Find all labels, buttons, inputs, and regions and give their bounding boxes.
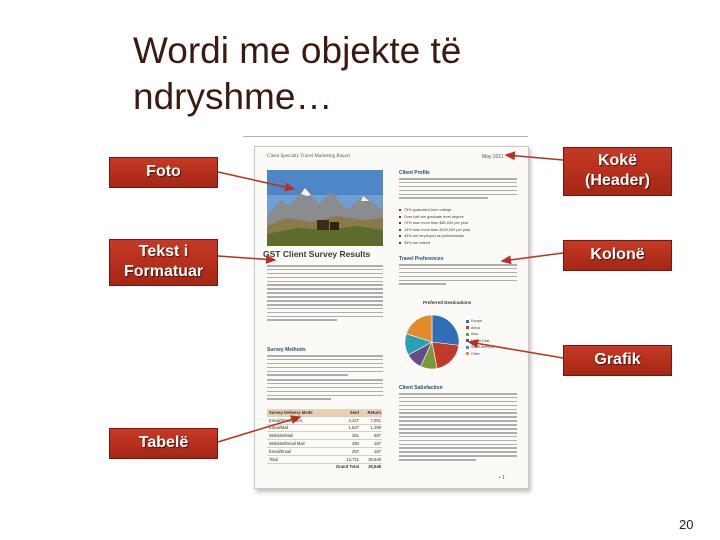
table-cell: 30,648 [368, 456, 381, 462]
legend-label: Europe [471, 319, 483, 323]
table-cell: 1,299 [370, 425, 381, 431]
legend-label: Middle East [471, 338, 490, 343]
travel-preferences-heading: Travel Preferences [399, 256, 444, 262]
table-cell: Email/Attachment [269, 417, 302, 423]
survey-methods-heading: Survey Methods [267, 347, 306, 353]
table-cell: 250 [352, 441, 359, 447]
document-page-number: • 1 [499, 475, 505, 481]
client-satisfaction-heading: Client Satisfaction [399, 385, 443, 391]
list-item: Over half are graduate level degree [399, 215, 470, 219]
table-cell: 7,001 [370, 417, 381, 423]
table-cell: 687 [374, 433, 381, 439]
table-cell: 187 [374, 448, 381, 454]
tekst-arrow [218, 256, 275, 260]
tabele-arrow [218, 417, 300, 442]
list-item: 75% graduated from college [399, 208, 470, 212]
legend-label: Other [471, 351, 480, 356]
document-header-title: Client Specialty Travel Marketing Report [267, 154, 351, 159]
table-cell: Grand Total [335, 464, 359, 470]
slide-title: Wordi me objekte të ndryshme… [133, 30, 462, 117]
table-header-cell: Survey Delivery Mode [269, 409, 313, 415]
pie-chart-title: Preferred Destinations [423, 300, 472, 305]
list-item: 70% earn more than $60,000 per year [399, 221, 470, 225]
client-profile-heading: Client Profile [399, 170, 430, 176]
table-cell: 1,647 [348, 425, 359, 431]
legend-label: South America [471, 345, 494, 350]
grafik-arrow [469, 342, 563, 358]
label-foto: Foto [109, 157, 218, 188]
table-cell: 361 [352, 433, 359, 439]
foto-arrow [218, 172, 294, 189]
label-grafik: Grafik [563, 345, 672, 376]
table-cell: Website/Email Mail [269, 441, 305, 447]
table-header-cell: Return [367, 409, 381, 415]
table-cell: 4,427 [348, 417, 359, 423]
table-cell: 257 [352, 448, 359, 454]
list-item: 45% are employed as professionals [399, 234, 470, 238]
table-cell: Email/Mail [269, 425, 289, 431]
koke-arrow [506, 155, 563, 160]
label-tekst-formatuar: Tekst i Formatuar [109, 239, 218, 286]
legend-label: Africa [471, 325, 480, 330]
slide-page-number: 20 [679, 517, 694, 532]
document-header-date: May 2011 [482, 154, 504, 160]
label-kolone: Kolonë [563, 240, 672, 271]
legend-label: Asia [471, 332, 478, 337]
table-cell: Website/Mail [269, 433, 293, 439]
table-cell: Email/Email [269, 448, 292, 454]
table-cell: 12,711 [346, 456, 359, 462]
label-tabele: Tabelë [109, 428, 218, 459]
list-item: 35% are retired [399, 241, 470, 245]
table-cell: 187 [374, 441, 381, 447]
label-koke-header: Kokë (Header) [563, 147, 672, 196]
kolone-arrow [502, 253, 563, 261]
table-cell: 30,648 [368, 464, 381, 470]
document-main-heading: GST Client Survey Results [263, 249, 371, 259]
table-cell: Total [269, 456, 278, 462]
table-header-cell: Sent [349, 409, 359, 415]
list-item: 15% earn more than $150,000 per year [399, 228, 470, 232]
